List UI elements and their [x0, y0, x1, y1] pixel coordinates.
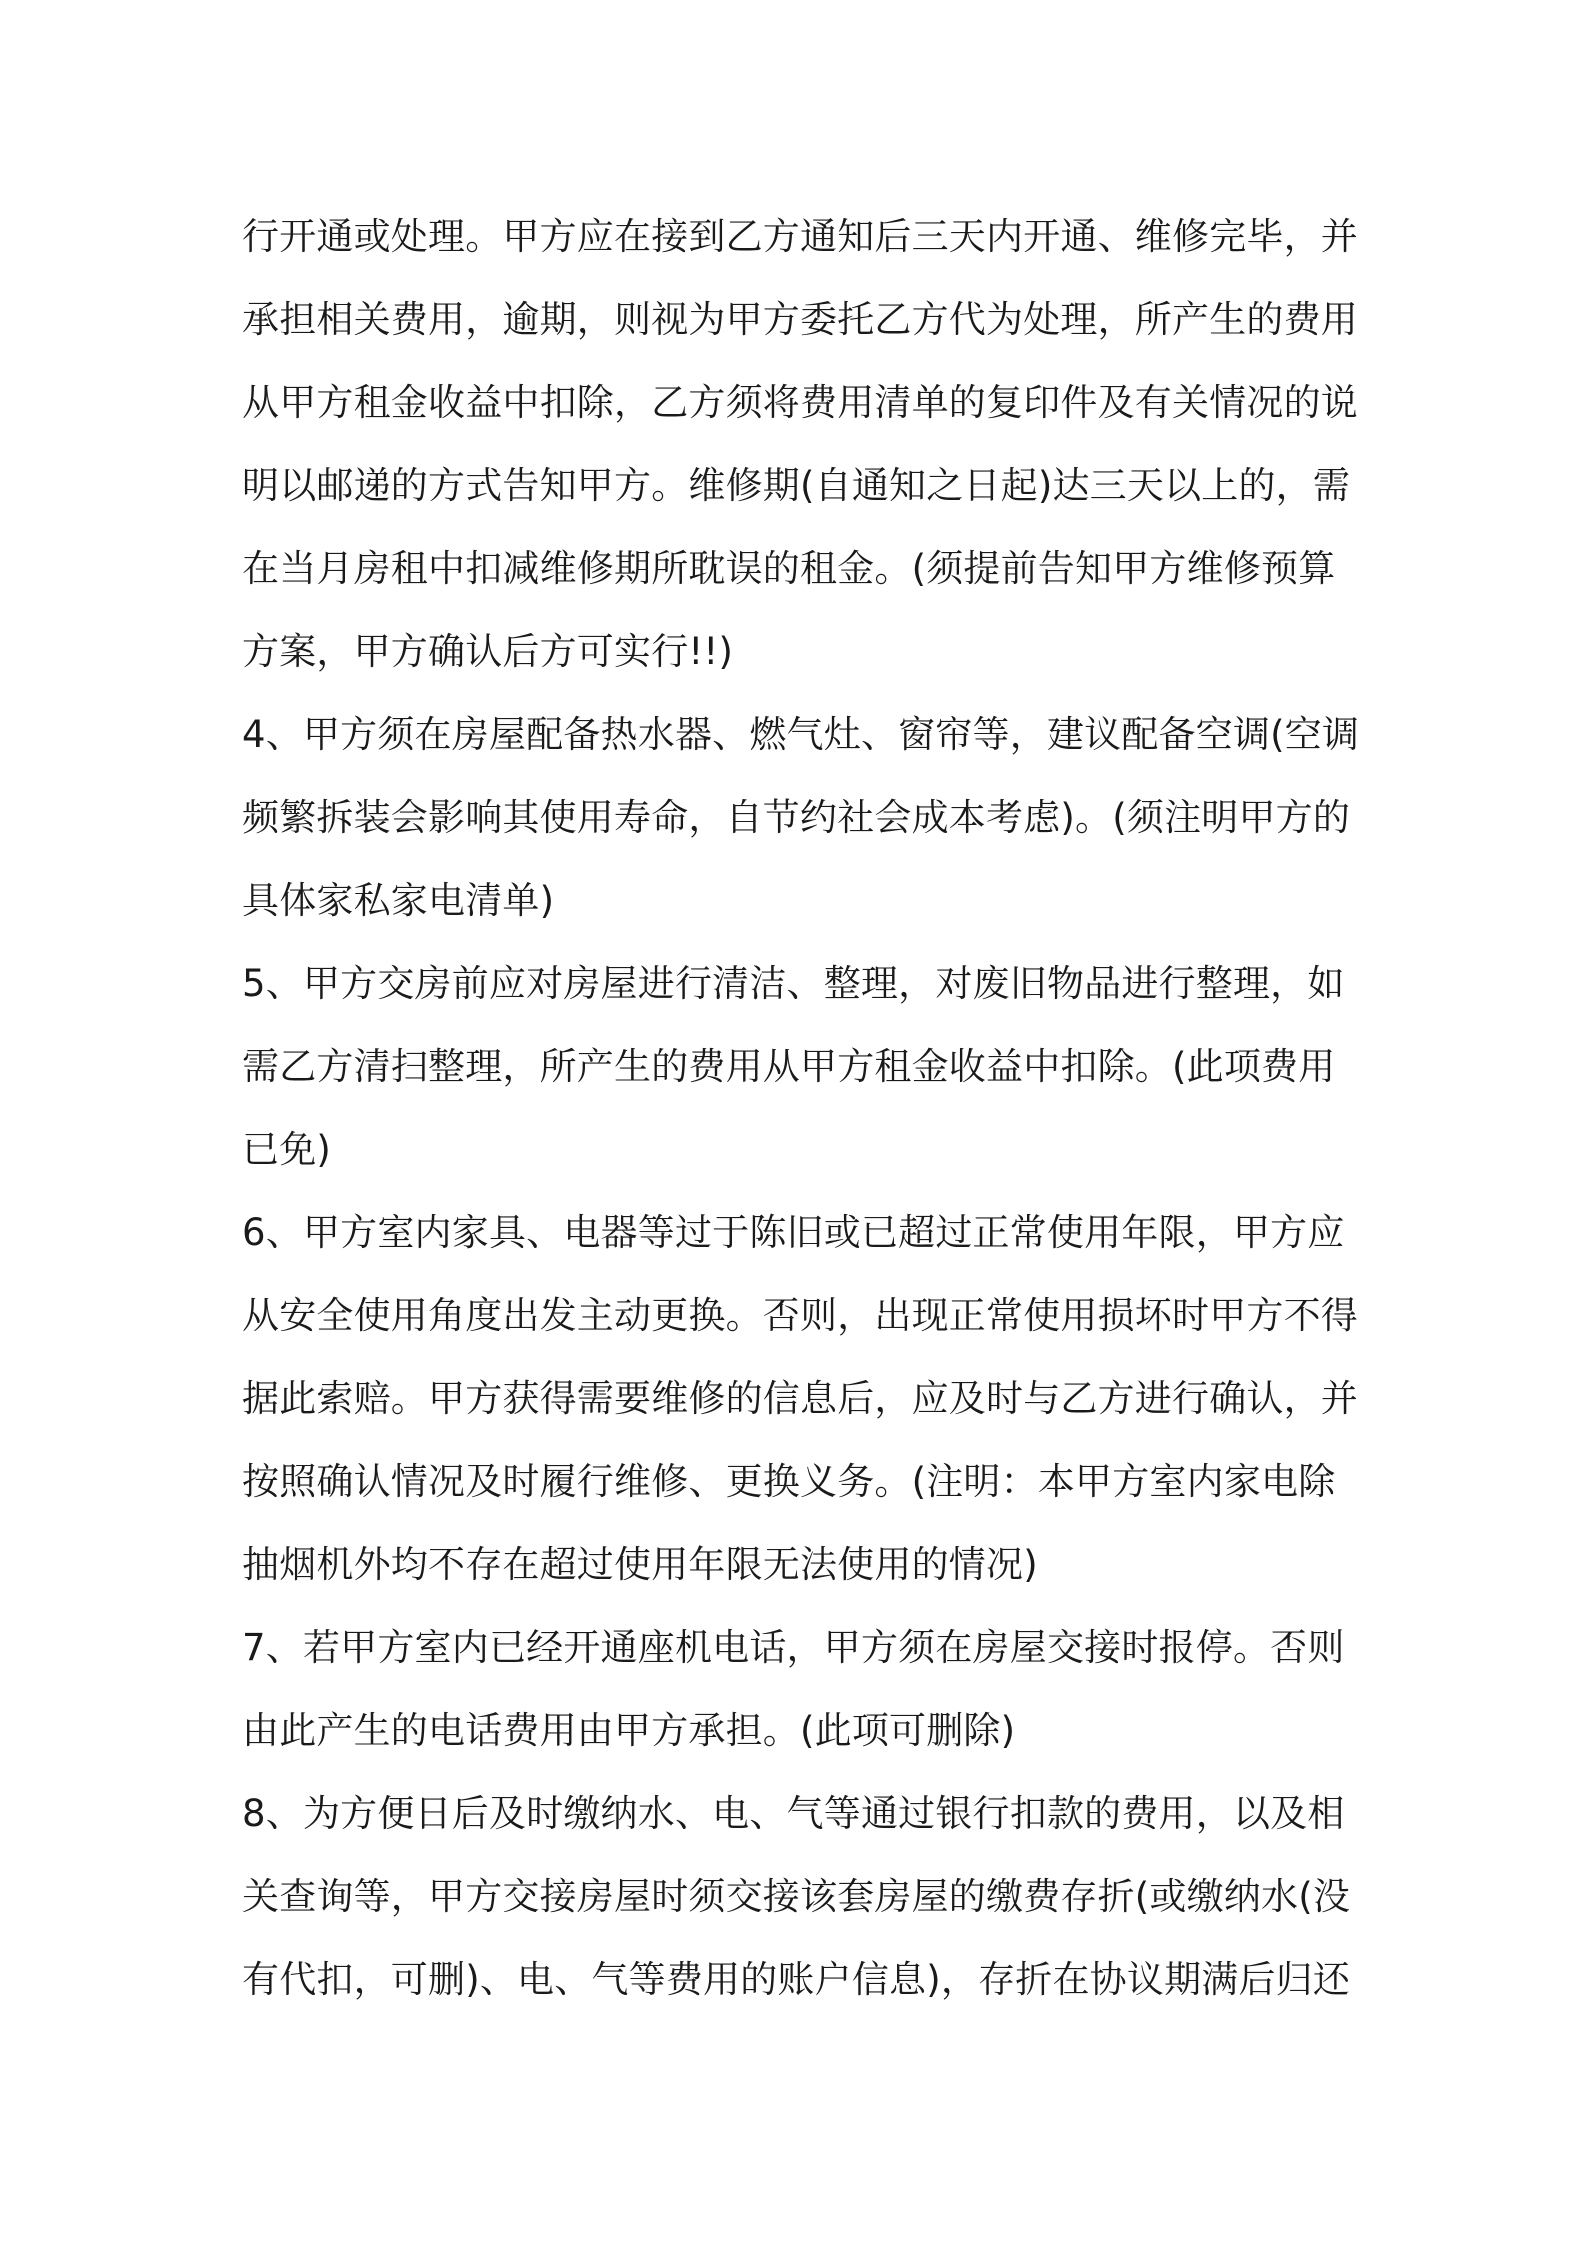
clause-4-line: 4、甲方须在房屋配备热水器、燃气灶、窗帘等，建议配备空调(空调 [242, 713, 1360, 756]
clause-8-line: 8、为方便日后及时缴纳水、电、气等通过银行扣款的费用，以及相 [242, 1792, 1345, 1835]
text-line: 承担相关费用，逾期，则视为甲方委托乙方代为处理，所产生的费用 [242, 298, 1358, 341]
text-line: 关查询等，甲方交接房屋时须交接该套房屋的缴费存折(或缴纳水(没 [242, 1875, 1351, 1918]
text-line: 按照确认情况及时履行维修、更换义务。(注明：本甲方室内家电除 [242, 1460, 1336, 1503]
text-line: 明以邮递的方式告知甲方。维修期(自通知之日起)达三天以上的，需 [242, 464, 1351, 507]
text-line: 频繁拆装会影响其使用寿命，自节约社会成本考虑)。(须注明甲方的 [242, 796, 1351, 839]
text-line: 抽烟机外均不存在超过使用年限无法使用的情况) [242, 1543, 1038, 1586]
text-line: 具体家私家电清单) [242, 879, 555, 922]
text-line: 从甲方租金收益中扣除，乙方须将费用清单的复印件及有关情况的说 [242, 381, 1358, 424]
text-line: 从安全使用角度出发主动更换。否则，出现正常使用损坏时甲方不得 [242, 1294, 1358, 1337]
document-body [242, 195, 1362, 2021]
text-line: 据此索赔。甲方获得需要维修的信息后，应及时与乙方进行确认，并 [242, 1377, 1358, 1420]
text-line: 需乙方清扫整理，所产生的费用从甲方租金收益中扣除。(此项费用 [242, 1045, 1336, 1088]
clause-7-line: 7、若甲方室内已经开通座机电话，甲方须在房屋交接时报停。否则 [242, 1626, 1345, 1669]
text-line: 在当月房租中扣减维修期所耽误的租金。(须提前告知甲方维修预算 [242, 547, 1336, 590]
clause-5-line: 5、甲方交房前应对房屋进行清洁、整理，对废旧物品进行整理，如 [242, 962, 1345, 1005]
clause-6-line: 6、甲方室内家具、电器等过于陈旧或已超过正常使用年限，甲方应 [242, 1211, 1345, 1254]
text-line: 方案，甲方确认后方可实行!!) [242, 630, 734, 673]
text-line: 有代扣，可删)、电、气等费用的账户信息)，存折在协议期满后归还 [242, 1958, 1351, 2001]
text-line: 行开通或处理。甲方应在接到乙方通知后三天内开通、维修完毕，并 [242, 215, 1358, 258]
text-line: 已免) [242, 1128, 332, 1171]
text-line: 由此产生的电话费用由甲方承担。(此项可删除) [242, 1709, 1016, 1752]
